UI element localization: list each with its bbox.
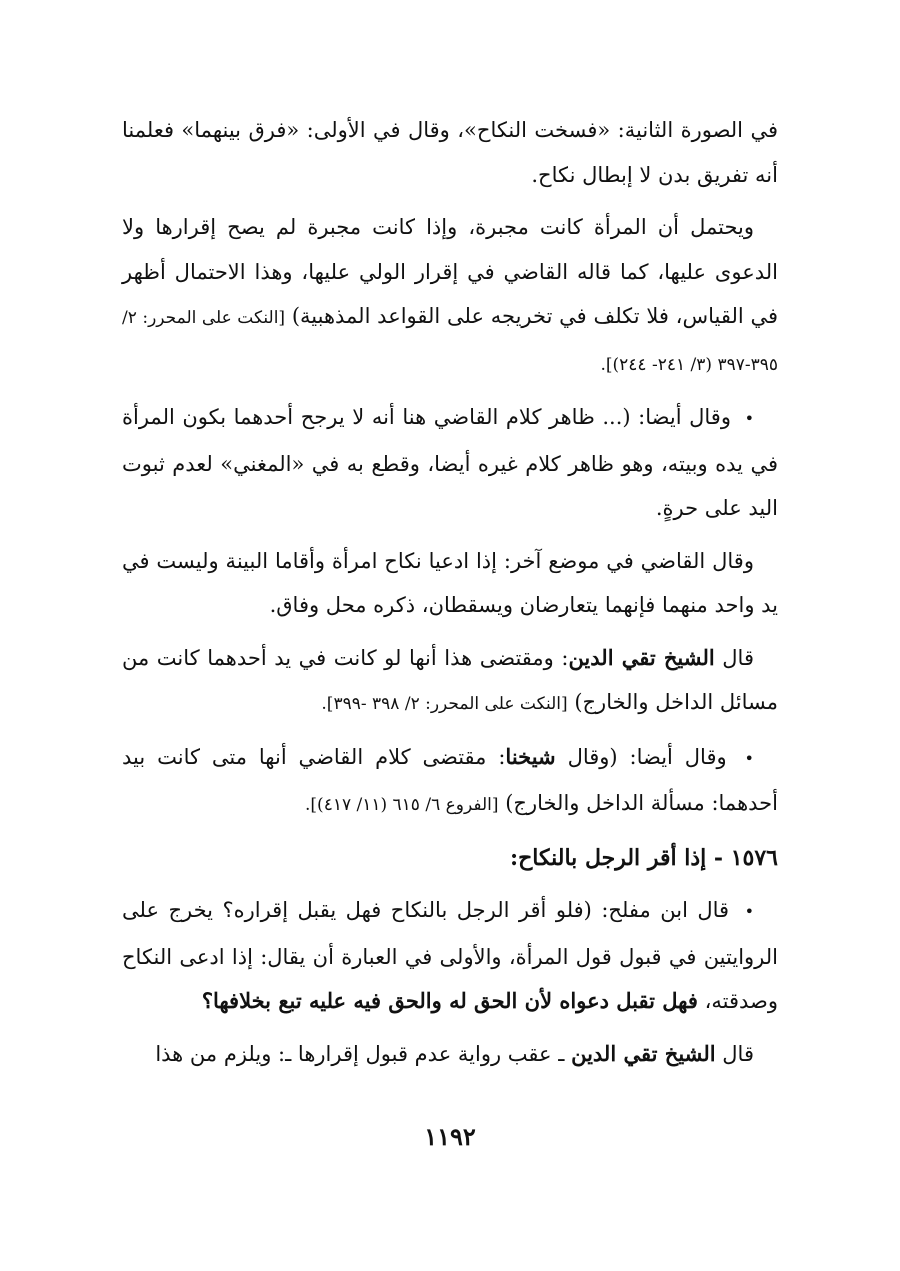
paragraph-1-text: في الصورة الثانية: «فسخت النكاح»، وقال في الأولى: «فرق بينهما» فعلمنا أنه تفريق بدن لا إبطال نكاح. bbox=[122, 118, 778, 187]
paragraph-8 bbox=[122, 1032, 778, 1077]
paragraph-3-text: وقال أيضا: (... ظاهر كلام القاضي هنا أنه لا يرجح أحدهما بكون المرأة في يده وبيته، وهو ظاهر كلام غيره أيضا، وقطع به في «المغني» لعدم ثبوت اليد على حرةٍ. bbox=[122, 405, 778, 520]
paragraph-8-text: ـ عقب رواية عدم قبول إقرارها ـ: ويلزم من هذا bbox=[155, 1041, 572, 1066]
paragraph-1 bbox=[122, 108, 778, 197]
paragraph-7-bold: فهل تقبل دعواه لأن الحق له والحق فيه عليه تبع بخلافها؟ bbox=[201, 988, 698, 1013]
bullet-icon: • bbox=[744, 409, 754, 428]
paragraph-2 bbox=[122, 205, 778, 387]
paragraph-5-reference: [النكت على المحرر: ٢/ ٣٩٨ -٣٩٩]. bbox=[321, 694, 568, 714]
paragraph-5 bbox=[122, 636, 778, 727]
body-text bbox=[122, 108, 778, 1076]
paragraph-7-lead: قال ابن مفلح: (فلو أقر الرجل بالنكاح فهل يقبل إقراره؟ يخرج على الروايتين في قبول قول المرأة، والأولى في العبارة أن يقال: إذا ادعى النكاح وصدقته، bbox=[122, 898, 778, 1013]
paragraph-2-text: ويحتمل أن المرأة كانت مجبرة، وإذا كانت مجبرة لم يصح إقرارها ولا الدعوى عليها، كما قاله القاضي في إقرار الولي عليها، وهذا الاحتمال أظهر في القياس، فلا تكلف في تخريجه على القواعد المذهبية) bbox=[122, 215, 778, 328]
paragraph-2-reference: [النكت على المحرر: ٢/ ٣٩٥-٣٩٧ (٣/ ٢٤١- ٢٤٤)]. bbox=[122, 308, 778, 375]
paragraph-6 bbox=[122, 735, 778, 828]
paragraph-8-lead: قال bbox=[715, 1041, 754, 1066]
paragraph-4 bbox=[122, 539, 778, 628]
paragraph-6-reference: [الفروع ٦/ ٦١٥ (١١/ ٤١٧)]. bbox=[305, 795, 499, 815]
paragraph-3 bbox=[122, 395, 778, 531]
paragraph-5-bold: الشيخ تقي الدين bbox=[568, 644, 715, 670]
paragraph-7 bbox=[122, 888, 778, 1024]
paragraph-6-bold: شيخنا bbox=[505, 743, 556, 769]
bullet-icon: • bbox=[744, 902, 754, 921]
paragraph-4-text: وقال القاضي في موضع آخر: إذا ادعيا نكاح امرأة وأقاما البينة وليست في يد واحد منهما فإنهما يتعارضان ويسقطان، ذكره محل وفاق. bbox=[122, 548, 778, 617]
section-heading: ١٥٧٦ - إذا أقر الرجل بالنكاح: bbox=[509, 844, 778, 871]
bullet-icon: • bbox=[744, 748, 754, 768]
paragraph-6-lead: وقال أيضا: (وقال bbox=[555, 744, 727, 769]
paragraph-5-text: : ومقتضى هذا أنها لو كانت في يد أحدهما كانت من مسائل الداخل والخارج) bbox=[122, 645, 778, 714]
paragraph-8-bold: الشيخ تقي الدين bbox=[571, 1040, 716, 1066]
page-number: ١١٩٢ bbox=[424, 1122, 476, 1151]
paragraph-6-text: : مقتضى كلام القاضي أنها متى كانت بيد أحدهما: مسألة الداخل والخارج) bbox=[122, 744, 778, 815]
paragraph-5-lead: قال bbox=[714, 645, 754, 670]
